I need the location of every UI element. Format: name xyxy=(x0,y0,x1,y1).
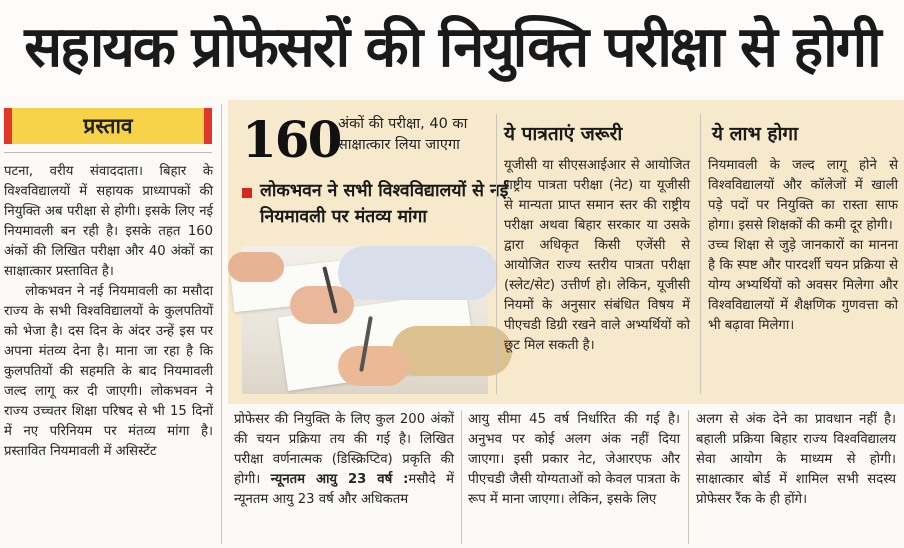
column-divider xyxy=(221,104,222,544)
bottom-column-2: आयु सीमा 45 वर्ष निर्धारित की गई है। अनुभव पर कोई अलग अंक नहीं दिया जाएगा। इसी प्रकार नेट, जेआरएफ और पीएचडी जैसी योग्यताओं को केवल पात्रता के रूप में माना जाएगा। लेकिन, इसके लिए xyxy=(468,412,685,507)
sleeve xyxy=(392,326,512,376)
left-article-text: पटना, वरीय संवाददाता। बिहार के विश्वविद्यालयों में सहायक प्राध्यापकों की नियुक्ति अब परीक्षा से होगी। इसके लिए नई नियमावली बन रही है। इसके तहत 160 अंकों की लिखित परीक्षा और 40 अंकों का साक्षात्कार प्रस्तावित है। लोकभवन ने नई नियमावली का मसौदा राज्य के सभी विश्वविद्यालयों के कुलपतियों को भेजा है। दस दिन के अंदर उन्हें इस पर अपना मंतव्य देना है। माना जा रहा है कि कुलपतियों की सहमति के बाद नियमावली जल्द लागू कर दी जाएगी। लोकभवन ने राज्य उच्चतर शिक्षा परिषद से भी 15 दिनों में नए परिनियम पर मंतव्य मांगा है। प्रस्तावित नियमावली में असिस्टेंट xyxy=(4,164,213,459)
eligibility-heading: ये पात्रताएं जरूरी xyxy=(504,123,623,145)
column-divider xyxy=(496,114,497,394)
left-column xyxy=(0,100,216,548)
eligibility-text: यूजीसी या सीएसआईआर से आयोजित राष्ट्रीय पात्रता परीक्षा (नेट) या यूजीसी से मान्यता प्राप्त समान स्तर की राष्ट्रीय परीक्षा अथवा बिहार सरकार या उसके द्वारा अधिकृत किसी एजेंसी से आयोजित राज्य स्तरीय पात्रता परीक्षा (स्लेट/सेट) उत्तीर्ण हो। लेकिन, यूजीसी नियमों के अनुसार संबंधित विषय में पीएचडी डिग्री रखने वाले अभ्यर्थियों को छूट मिल सकती है। xyxy=(504,158,695,353)
benefits-heading: ये लाभ होगा xyxy=(712,123,799,145)
section-tag: प्रस्ताव xyxy=(4,108,212,144)
bullet-icon xyxy=(242,188,252,198)
exam-photo xyxy=(242,246,488,394)
column-divider xyxy=(461,410,462,544)
bottom-column-1 xyxy=(234,410,459,548)
benefits-text: नियमावली के जल्द लागू होने से विश्वविद्यालयों और कॉलेजों में खाली पड़े पदों पर नियुक्ति का रास्ता साफ होगा। इससे शिक्षकों की कमी दूर होगी। उच्च शिक्षा से जुड़े जानकारों का मानना है कि स्पष्ट और पारदर्शी चयन प्रक्रिया से योग्य अभ्यर्थियों को अवसर मिलेगा और विश्वविद्यालयों में शैक्षणिक गुणवत्ता को भी बढ़ावा मिलेगा। xyxy=(708,158,898,333)
subhead-block xyxy=(242,178,512,230)
headline: सहायक प्रोफेसरों की नियुक्ति परीक्षा से होगी xyxy=(0,0,904,96)
bottom-col1-text-after: मसौदे में न्यूनतम आयु 23 वर्ष और अधिकतम xyxy=(234,472,459,507)
bottom-column-3: अलग से अंक देने का प्रावधान नहीं है। बहाली प्रक्रिया बिहार राज्य विश्वविद्यालय सेवा आयोग के माध्यम से होगी। साक्षात्कार बोर्ड में शामिल सभी सदस्य प्रोफेसर रैंक के ही होंगे। xyxy=(696,412,901,507)
hand xyxy=(290,286,354,324)
sleeve xyxy=(338,246,498,300)
hand xyxy=(228,252,284,282)
number-caption: अंकों की परीक्षा, 40 का साक्षात्कार लिया जाएगा xyxy=(338,116,468,153)
tag-divider xyxy=(4,152,212,153)
highlight-panel xyxy=(228,100,904,404)
hand xyxy=(338,346,408,386)
big-number: 160 xyxy=(242,110,341,169)
subhead: लोकभवन ने सभी विश्वविद्यालयों से नई नियमावली पर मंतव्य मांगा xyxy=(260,181,509,227)
column-divider xyxy=(700,114,701,394)
min-age-subhead: न्यूनतम आयु 23 वर्ष : xyxy=(270,472,409,487)
bottom-col1-text: प्रोफेसर की नियुक्ति के लिए कुल 200 अंकों की चयन प्रक्रिया तय की गई है। लिखित परीक्षा वर्णनात्मक (डिस्क्रिप्टिव) प्रकृति की होगी। xyxy=(234,412,459,487)
column-divider xyxy=(688,410,689,544)
